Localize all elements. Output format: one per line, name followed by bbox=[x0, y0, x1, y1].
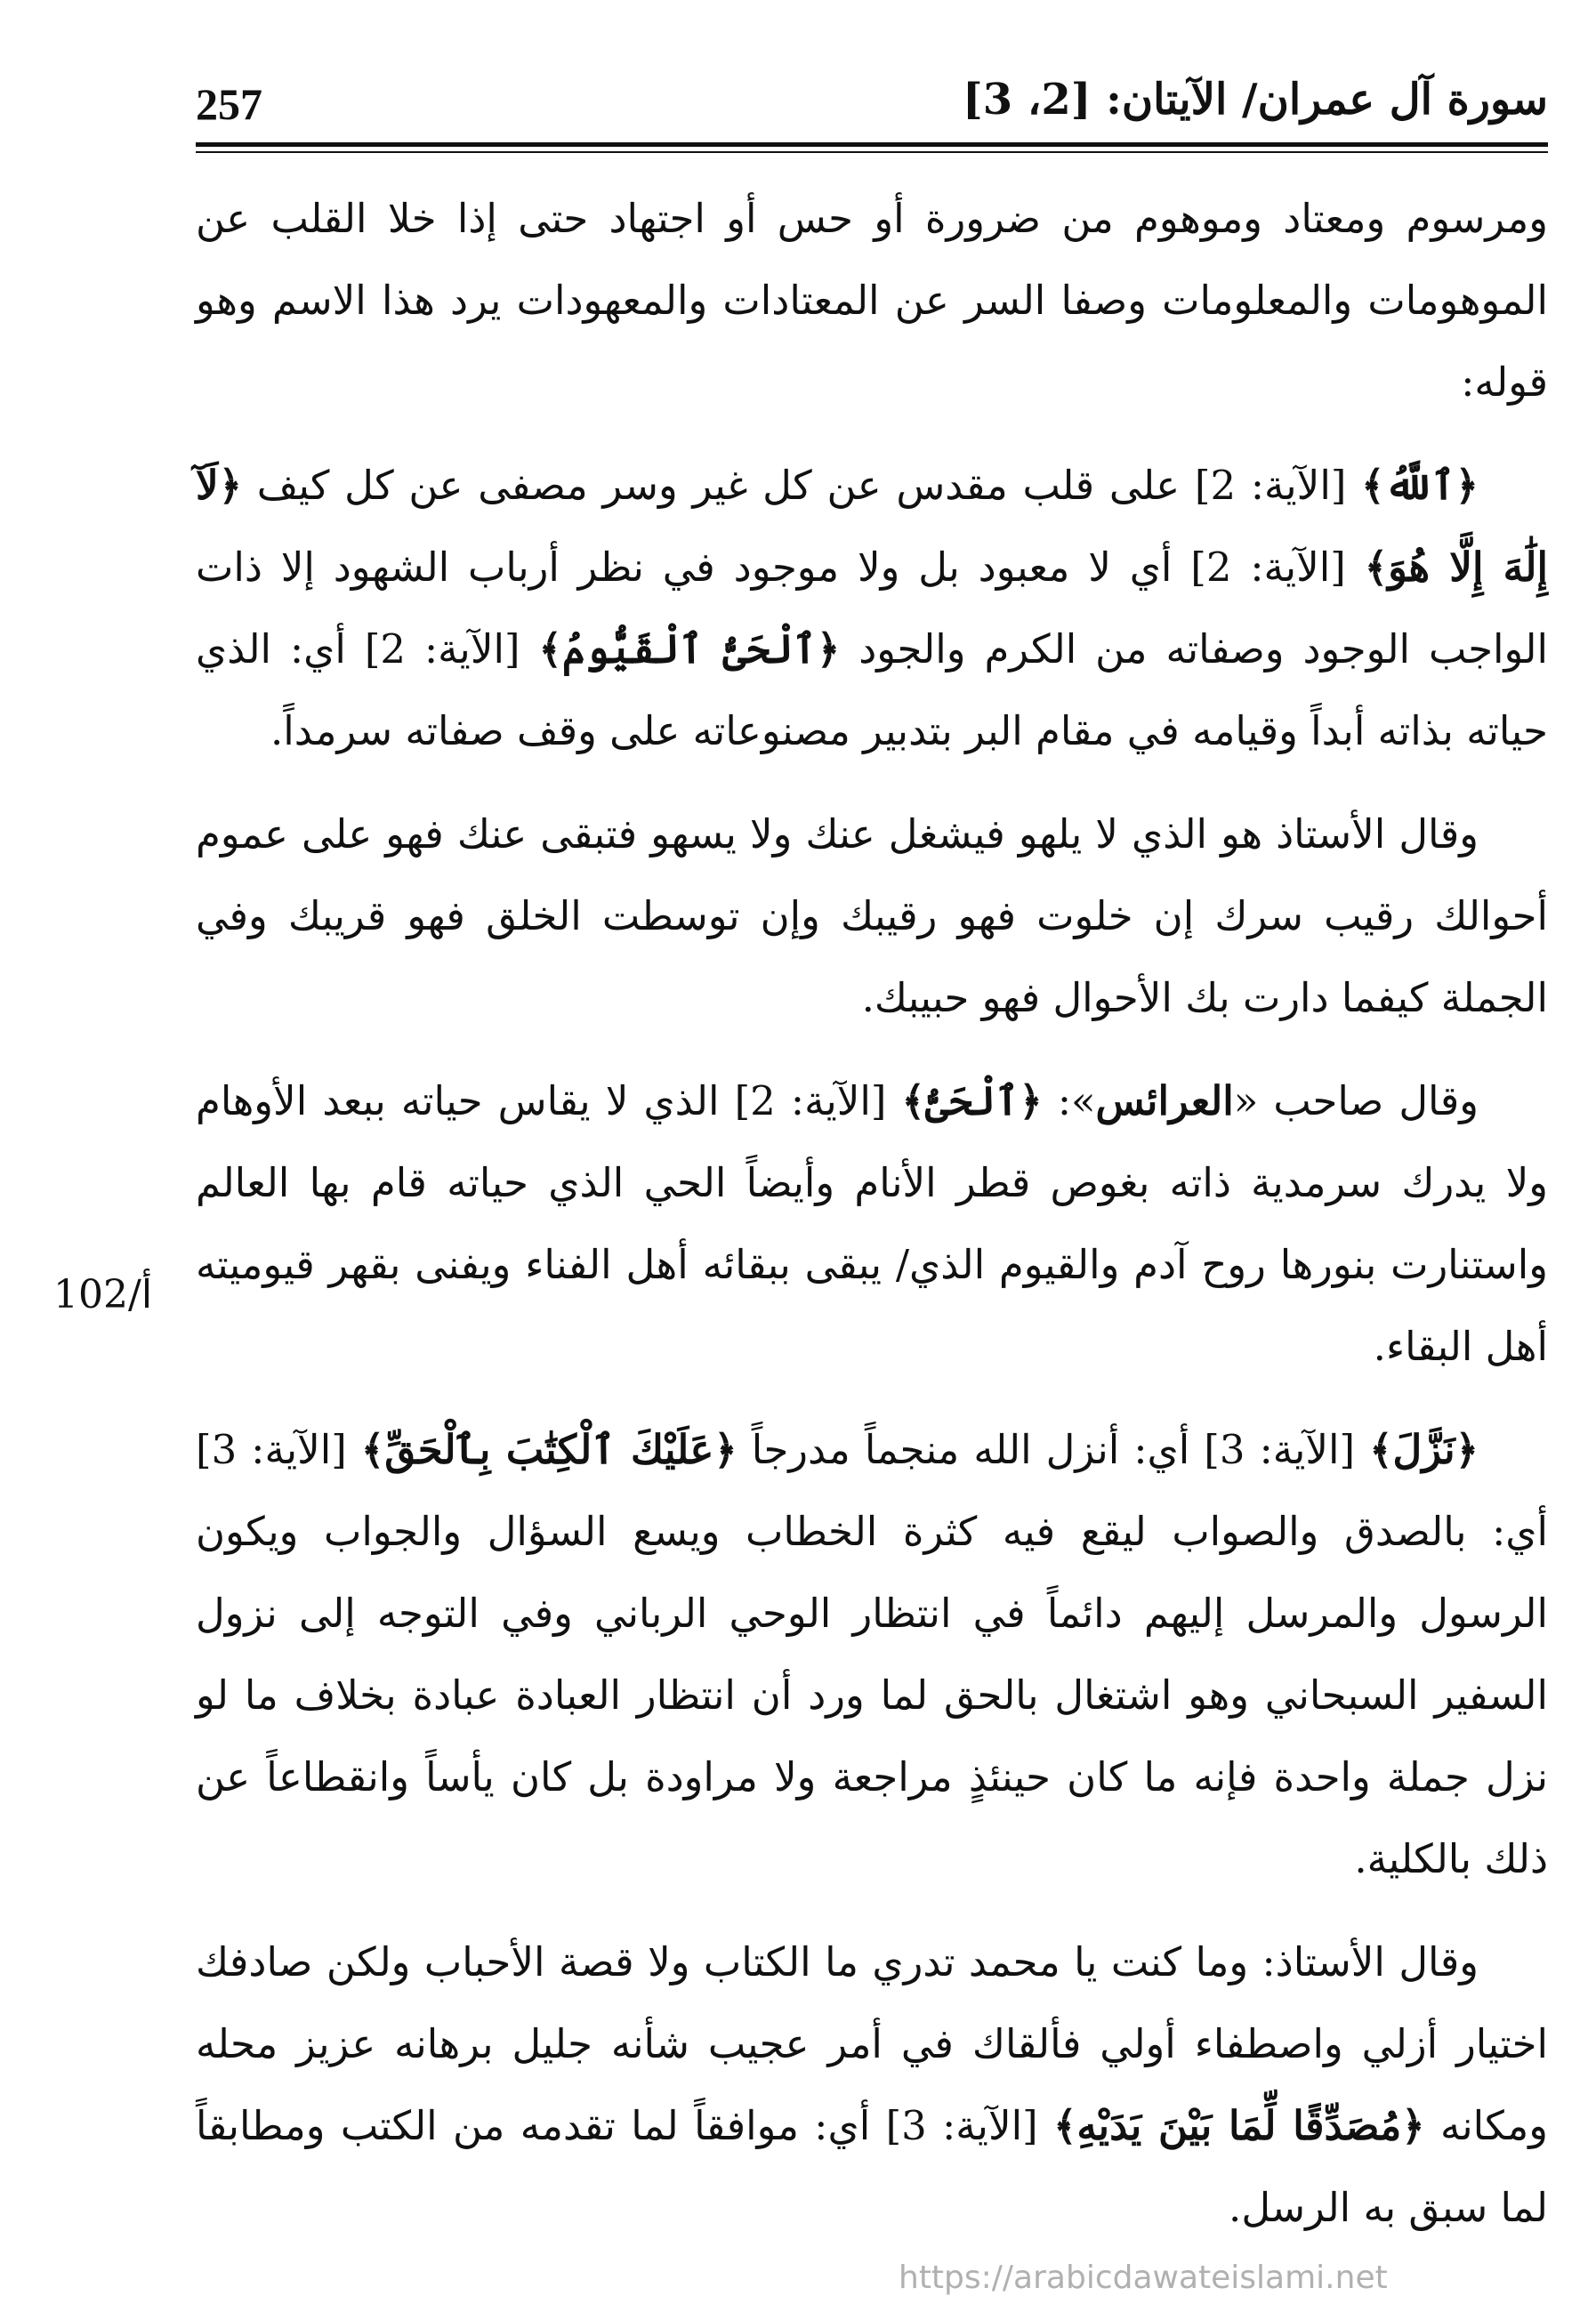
quotation-segment: ﴿ٱلْحَىُّ ٱلْقَيُّومُ﴾ bbox=[538, 625, 841, 673]
text-segment: وقال صاحب « bbox=[1233, 1077, 1479, 1124]
watermark-url: https://arabicdawateislami.net bbox=[899, 2260, 1388, 2296]
text-segment: وقال الأستاذ هو الذي لا يلهو فيشغل عنك ولا يسهو فتبقى عنك فهو على عموم أحوالك رقيب سرك إن خلوت فهو رقيبك وإن توسطت الخلق فهو قريبك وفي الجملة كيفما دارت بك الأحوال فهو حبيبك. bbox=[196, 810, 1548, 1021]
text-segment: [الآية: 2] أي: الذي حياته بذاته أبداً وقيامه في مقام البر بتدبير مصنوعاته على وقف صفاته سرمداً. bbox=[196, 625, 1548, 754]
paragraph-2 bbox=[196, 445, 1548, 772]
quotation-segment: ﴿ٱللَّهُ﴾ bbox=[1361, 462, 1479, 509]
manuscript-folio-marker: 102/أ bbox=[53, 1272, 153, 1317]
header-rule-thin bbox=[196, 151, 1548, 153]
text-segment: [الآية: 3] أي: بالصدق والصواب ليقع فيه كثرة الخطاب ويسع السؤال والجواب ويكون الرسول والمرسل إليهم دائماً في انتظار الوحي الرباني وفي التوجه إلى نزول السفير السبحاني وهو اشتغال بالحق لما ورد أن انتظار العبادة عبادة بخلاف ما لو نزل جملة واحدة فإنه ما كان حينئذٍ مراجعة ولا مراودة بل كان يأساً وانقطاعاً عن ذلك بالكلية. bbox=[196, 1426, 1548, 1882]
header-rule-thick bbox=[196, 142, 1548, 147]
quotation-segment: ﴿عَلَيْكَ ٱلْكِتَٰبَ بِٱلْحَقِّ﴾ bbox=[360, 1426, 738, 1473]
quotation-segment: العرائس bbox=[1095, 1077, 1234, 1124]
paragraph-5 bbox=[196, 1409, 1548, 1900]
text-segment: ومرسوم ومعتاد وموهوم من ضرورة أو حس أو اجتهاد حتى إذا خلا القلب عن الموهومات والمعلومات وصفا السر عن المعتادات والمعهودات يرد هذا الاسم وهو قوله: bbox=[196, 195, 1548, 406]
body-text bbox=[196, 178, 1548, 2270]
page-header bbox=[196, 69, 1548, 149]
page-number: 257 bbox=[196, 79, 262, 129]
paragraph-4 bbox=[196, 1060, 1548, 1388]
text-segment: [الآية: 3] أي: موافقاً لما تقدمه من الكتب ومطابقاً لما سبق به الرسل. bbox=[196, 2102, 1548, 2231]
quotation-segment: ﴿لَآ إِلَٰهَ إِلَّا هُوَ﴾ bbox=[196, 462, 1548, 591]
text-segment: »: bbox=[1042, 1077, 1096, 1124]
quotation-segment: ﴿نَزَّلَ﴾ bbox=[1369, 1426, 1479, 1473]
paragraph-1 bbox=[196, 178, 1548, 423]
text-segment: [الآية: 2] أي لا معبود بل ولا موجود في نظر أرباب الشهود إلا ذات الواجب الوجود وصفاته من الكرم والجود bbox=[196, 544, 1548, 673]
running-head: سورة آل عمران/ الآيتان: [2، 3] bbox=[963, 75, 1548, 125]
text-segment: [الآية: 2] الذي لا يقاس حياته ببعد الأوهام ولا يدرك سرمدية ذاته بغوص قطر الأنام وأيضاً الحي الذي حياته قام بها العالم واستنارت بنورها روح آدم والقيوم الذي/ يبقى ببقائه أهل الفناء ويفنى بقهر قيوميته أهل البقاء. bbox=[196, 1077, 1548, 1370]
text-segment: [الآية: 2] على قلب مقدس عن كل غير وسر مصفى عن كل كيف bbox=[242, 462, 1362, 509]
text-segment: وقال الأستاذ: وما كنت يا محمد تدري ما الكتاب ولا قصة الأحباب ولكن صادفك اختيار أزلي واصطفاء أولي فألقاك في أمر عجيب شأنه جليل برهانه عزيز محله ومكانه bbox=[196, 1938, 1548, 2149]
paragraph-3 bbox=[196, 793, 1548, 1039]
quotation-segment: ﴿ٱلْحَىُّ﴾ bbox=[901, 1077, 1043, 1124]
text-segment: [الآية: 3] أي: أنزل الله منجماً مدرجاً bbox=[737, 1426, 1370, 1473]
quotation-segment: ﴿مُصَدِّقًا لِّمَا بَيْنَ يَدَيْهِ﴾ bbox=[1053, 2102, 1425, 2149]
paragraph-6 bbox=[196, 1921, 1548, 2249]
